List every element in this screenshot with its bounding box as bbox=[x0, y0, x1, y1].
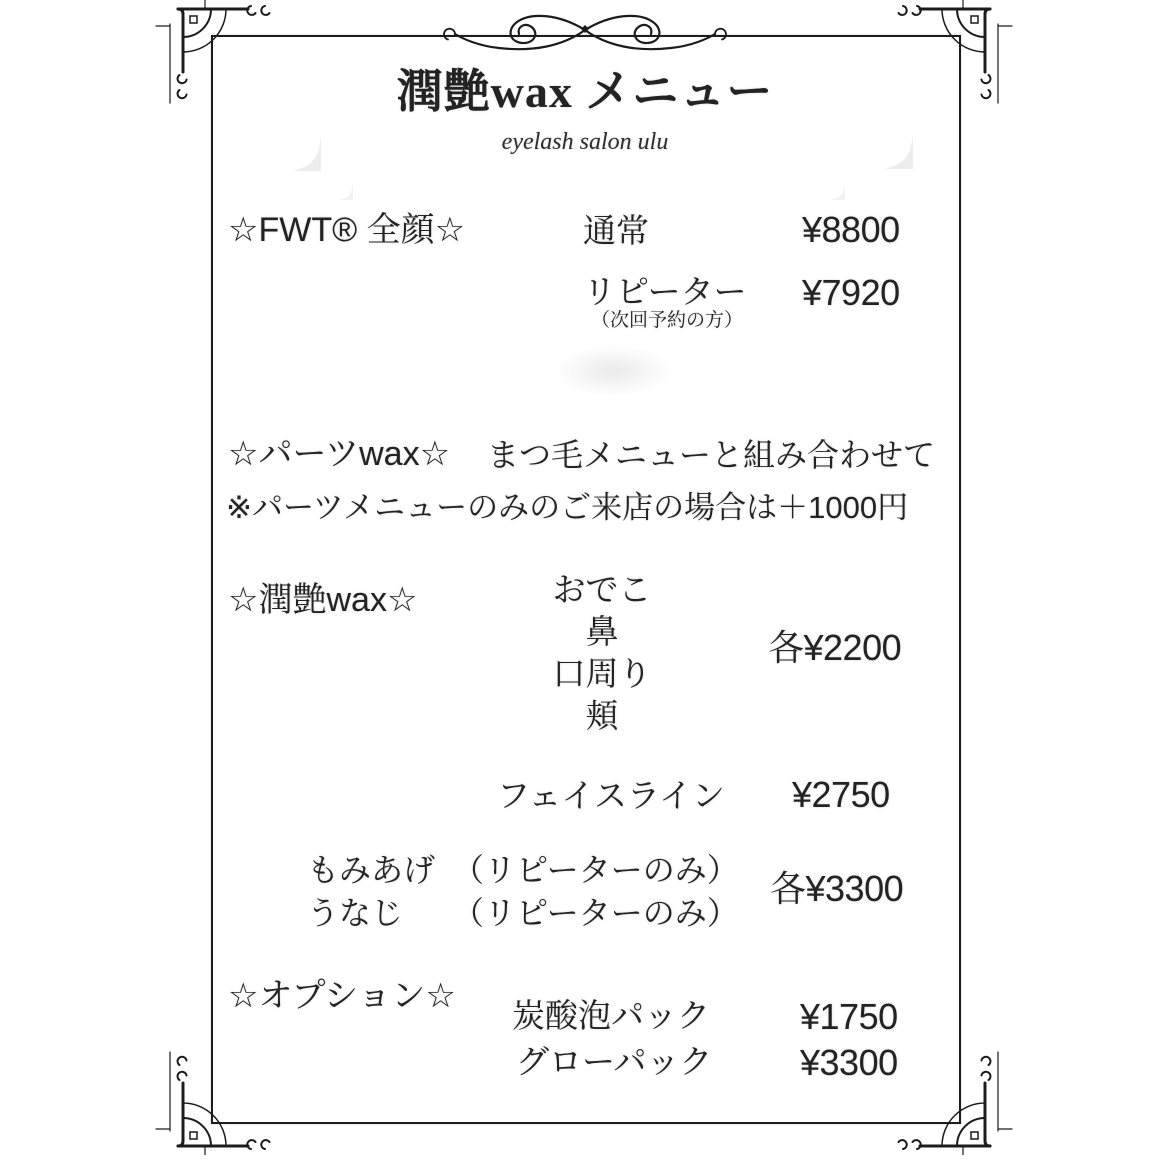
option-row-price: ¥1750 bbox=[800, 996, 898, 1037]
corner-flourish-bottom-left bbox=[148, 1035, 288, 1155]
scan-smudge bbox=[553, 345, 673, 397]
salon-name: eyelash salon ulu bbox=[501, 129, 669, 155]
option-row-label: 炭酸泡パック bbox=[512, 997, 710, 1034]
parts-section-heading: ☆パーツwax☆ bbox=[228, 435, 451, 473]
uruwax-area-item: 頬 bbox=[585, 697, 619, 734]
fwt-regular-label: 通常 bbox=[583, 212, 649, 249]
option-row-label: グローパック bbox=[516, 1043, 713, 1080]
uruwax-section-heading: ☆潤艶wax☆ bbox=[228, 581, 418, 619]
uruwax-area-item: 口周り bbox=[552, 655, 652, 692]
fwt-repeater-note: （次回予約の方） bbox=[591, 310, 744, 331]
option-row-price: ¥3300 bbox=[800, 1042, 898, 1083]
pair-price: 各¥3300 bbox=[770, 868, 904, 909]
options-section-heading: ☆オプション☆ bbox=[228, 977, 456, 1015]
header-scroll-flourish-icon bbox=[435, 6, 735, 56]
sparkle-icon bbox=[257, 91, 321, 171]
fwt-repeater-price: ¥7920 bbox=[802, 272, 900, 313]
parts-visit-note: ※パーツメニューのみのご来店の場合は＋1000円 bbox=[226, 490, 909, 525]
parts-subheading: まつ毛メニューと組み合わせて bbox=[487, 437, 936, 473]
faceline-price: ¥2750 bbox=[792, 774, 890, 815]
uruwax-area-list bbox=[553, 569, 652, 737]
uruwax-area-item: おでこ bbox=[552, 571, 652, 608]
menu-title: 潤艶wax メニュー bbox=[396, 66, 774, 117]
momiage-label: もみあげ bbox=[307, 852, 436, 888]
fwt-repeater-label: リピーター bbox=[583, 273, 747, 310]
uruwax-area-item: 鼻 bbox=[585, 613, 619, 650]
sparkle-icon bbox=[815, 162, 845, 200]
sparkle-icon bbox=[323, 162, 353, 200]
uruwax-areas-price: 各¥2200 bbox=[768, 627, 902, 668]
fwt-regular-price: ¥8800 bbox=[802, 209, 900, 250]
fwt-section-heading: ☆FWT® 全顔☆ bbox=[228, 211, 466, 249]
faceline-label: フェイスライン bbox=[497, 777, 726, 814]
unaji-label: うなじ bbox=[307, 895, 404, 931]
unaji-note: （リピーターのみ） bbox=[452, 895, 739, 931]
momiage-note: （リピーターのみ） bbox=[452, 852, 739, 888]
sparkle-icon bbox=[849, 89, 913, 169]
corner-flourish-bottom-right bbox=[880, 1035, 1020, 1155]
